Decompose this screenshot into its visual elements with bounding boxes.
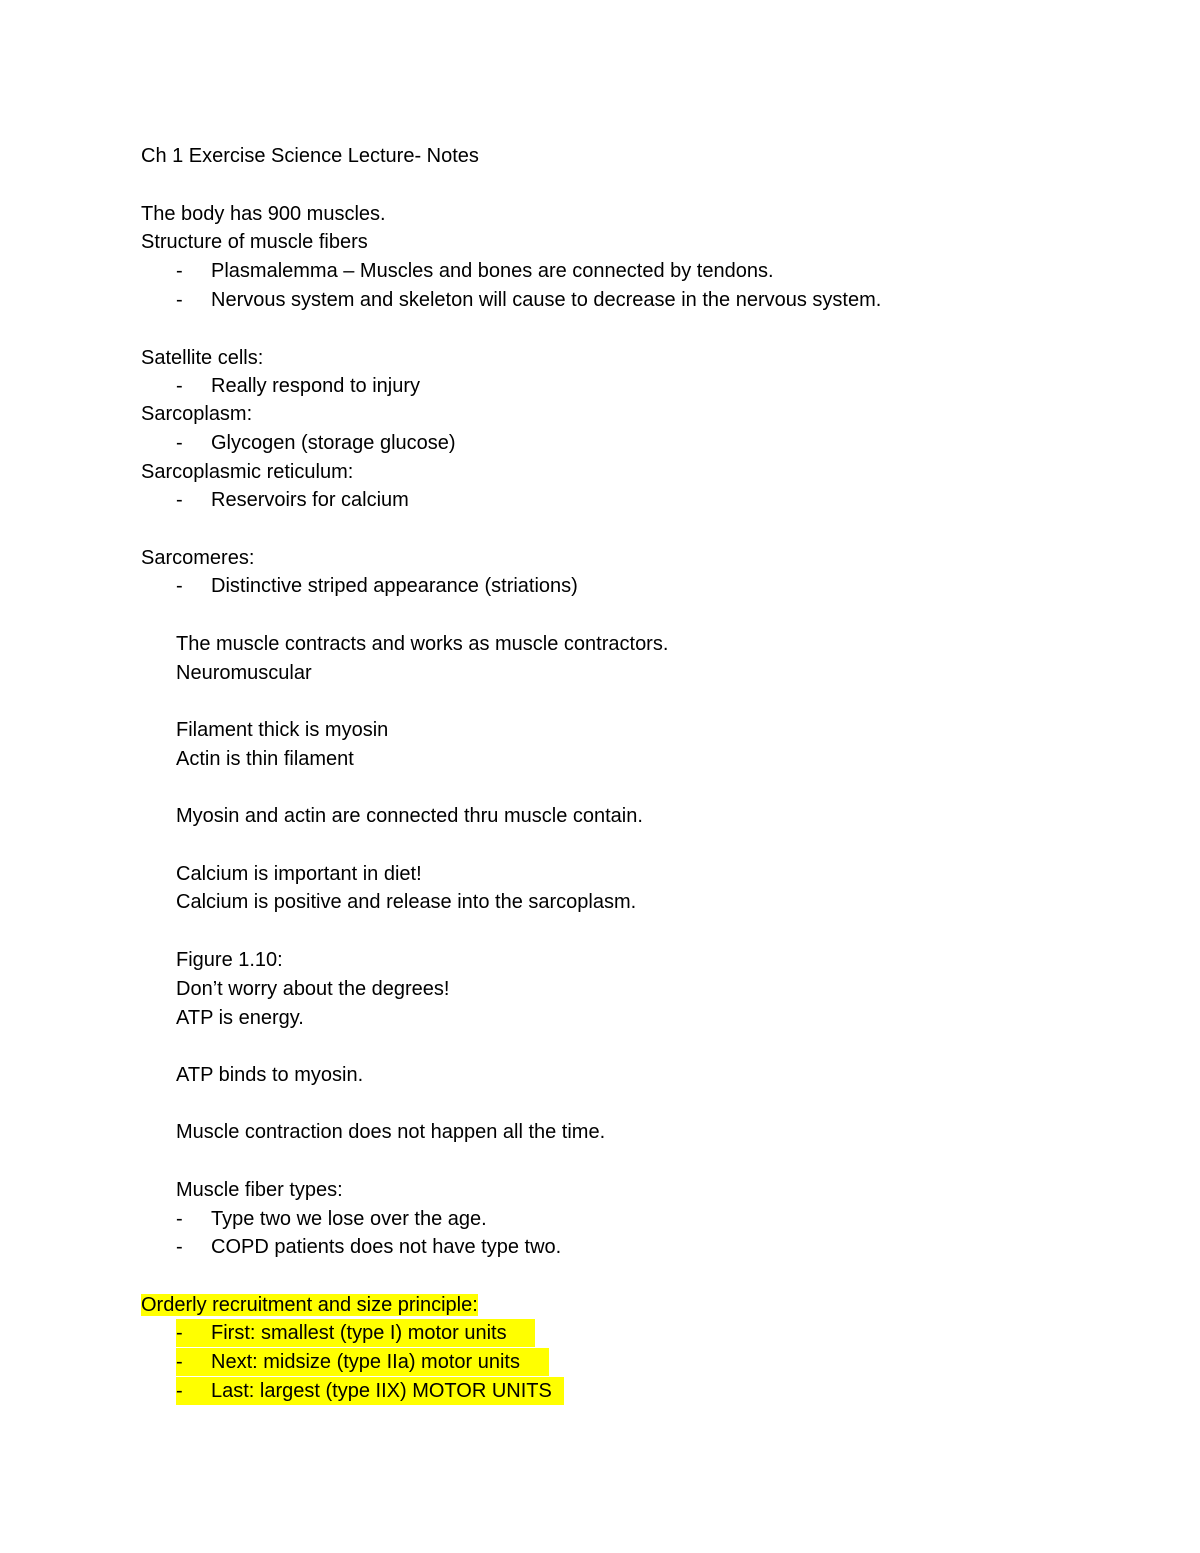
list-item: Plasmalemma – Muscles and bones are connected by tendons.	[211, 260, 774, 282]
document-title: Ch 1 Exercise Science Lecture- Notes	[141, 145, 479, 167]
list-item: First: smallest (type I) motor units	[211, 1322, 507, 1344]
list-item: COPD patients does not have type two.	[211, 1236, 562, 1258]
note-line: Neuromuscular	[176, 662, 312, 684]
note-line: Filament thick is myosin	[176, 719, 389, 741]
note-line: Don’t worry about the degrees!	[176, 978, 450, 1000]
note-line: Figure 1.10:	[176, 949, 283, 971]
sarcomeres-heading: Sarcomeres:	[141, 547, 255, 569]
list-item: Next: midsize (type IIa) motor units	[211, 1351, 520, 1373]
note-line: Calcium is important in diet!	[176, 863, 422, 885]
list-item: Last: largest (type IIX) MOTOR UNITS	[211, 1380, 552, 1402]
bullet-marker: -	[176, 1351, 183, 1373]
list-item: Type two we lose over the age.	[211, 1208, 487, 1230]
note-line: Myosin and actin are connected thru muscle contain.	[176, 805, 643, 827]
fiber-types-heading: Muscle fiber types:	[176, 1179, 343, 1201]
sarcoplasm-heading: Sarcoplasm:	[141, 403, 253, 425]
bullet-marker: -	[176, 575, 183, 597]
list-item: Distinctive striped appearance (striations)	[211, 575, 578, 597]
bullet-marker: -	[176, 489, 183, 511]
note-line: Actin is thin filament	[176, 748, 354, 770]
bullet-marker: -	[176, 1236, 183, 1258]
highlighted-text: Orderly recruitment and size principle:	[141, 1294, 478, 1316]
note-line: Muscle contraction does not happen all the time.	[176, 1121, 606, 1143]
reticulum-heading: Sarcoplasmic reticulum:	[141, 461, 354, 483]
note-line: ATP is energy.	[176, 1007, 304, 1029]
bullet-marker: -	[176, 1322, 183, 1344]
list-item: Reservoirs for calcium	[211, 489, 409, 511]
bullet-marker: -	[176, 1380, 183, 1402]
bullet-marker: -	[176, 432, 183, 454]
bullet-marker: -	[176, 375, 183, 397]
note-line: ATP binds to myosin.	[176, 1064, 364, 1086]
bullet-marker: -	[176, 260, 183, 282]
list-item: Glycogen (storage glucose)	[211, 432, 456, 454]
structure-heading: Structure of muscle fibers	[141, 231, 368, 253]
intro-line: The body has 900 muscles.	[141, 203, 386, 225]
note-line: Calcium is positive and release into the sarcoplasm.	[176, 891, 637, 913]
list-item: Nervous system and skeleton will cause to decrease in the nervous system.	[211, 289, 882, 311]
bullet-marker: -	[176, 289, 183, 311]
list-item: Really respond to injury	[211, 375, 420, 397]
bullet-marker: -	[176, 1208, 183, 1230]
note-line: The muscle contracts and works as muscle contractors.	[176, 633, 669, 655]
satellite-heading: Satellite cells:	[141, 347, 264, 369]
recruitment-heading	[141, 1291, 478, 1319]
